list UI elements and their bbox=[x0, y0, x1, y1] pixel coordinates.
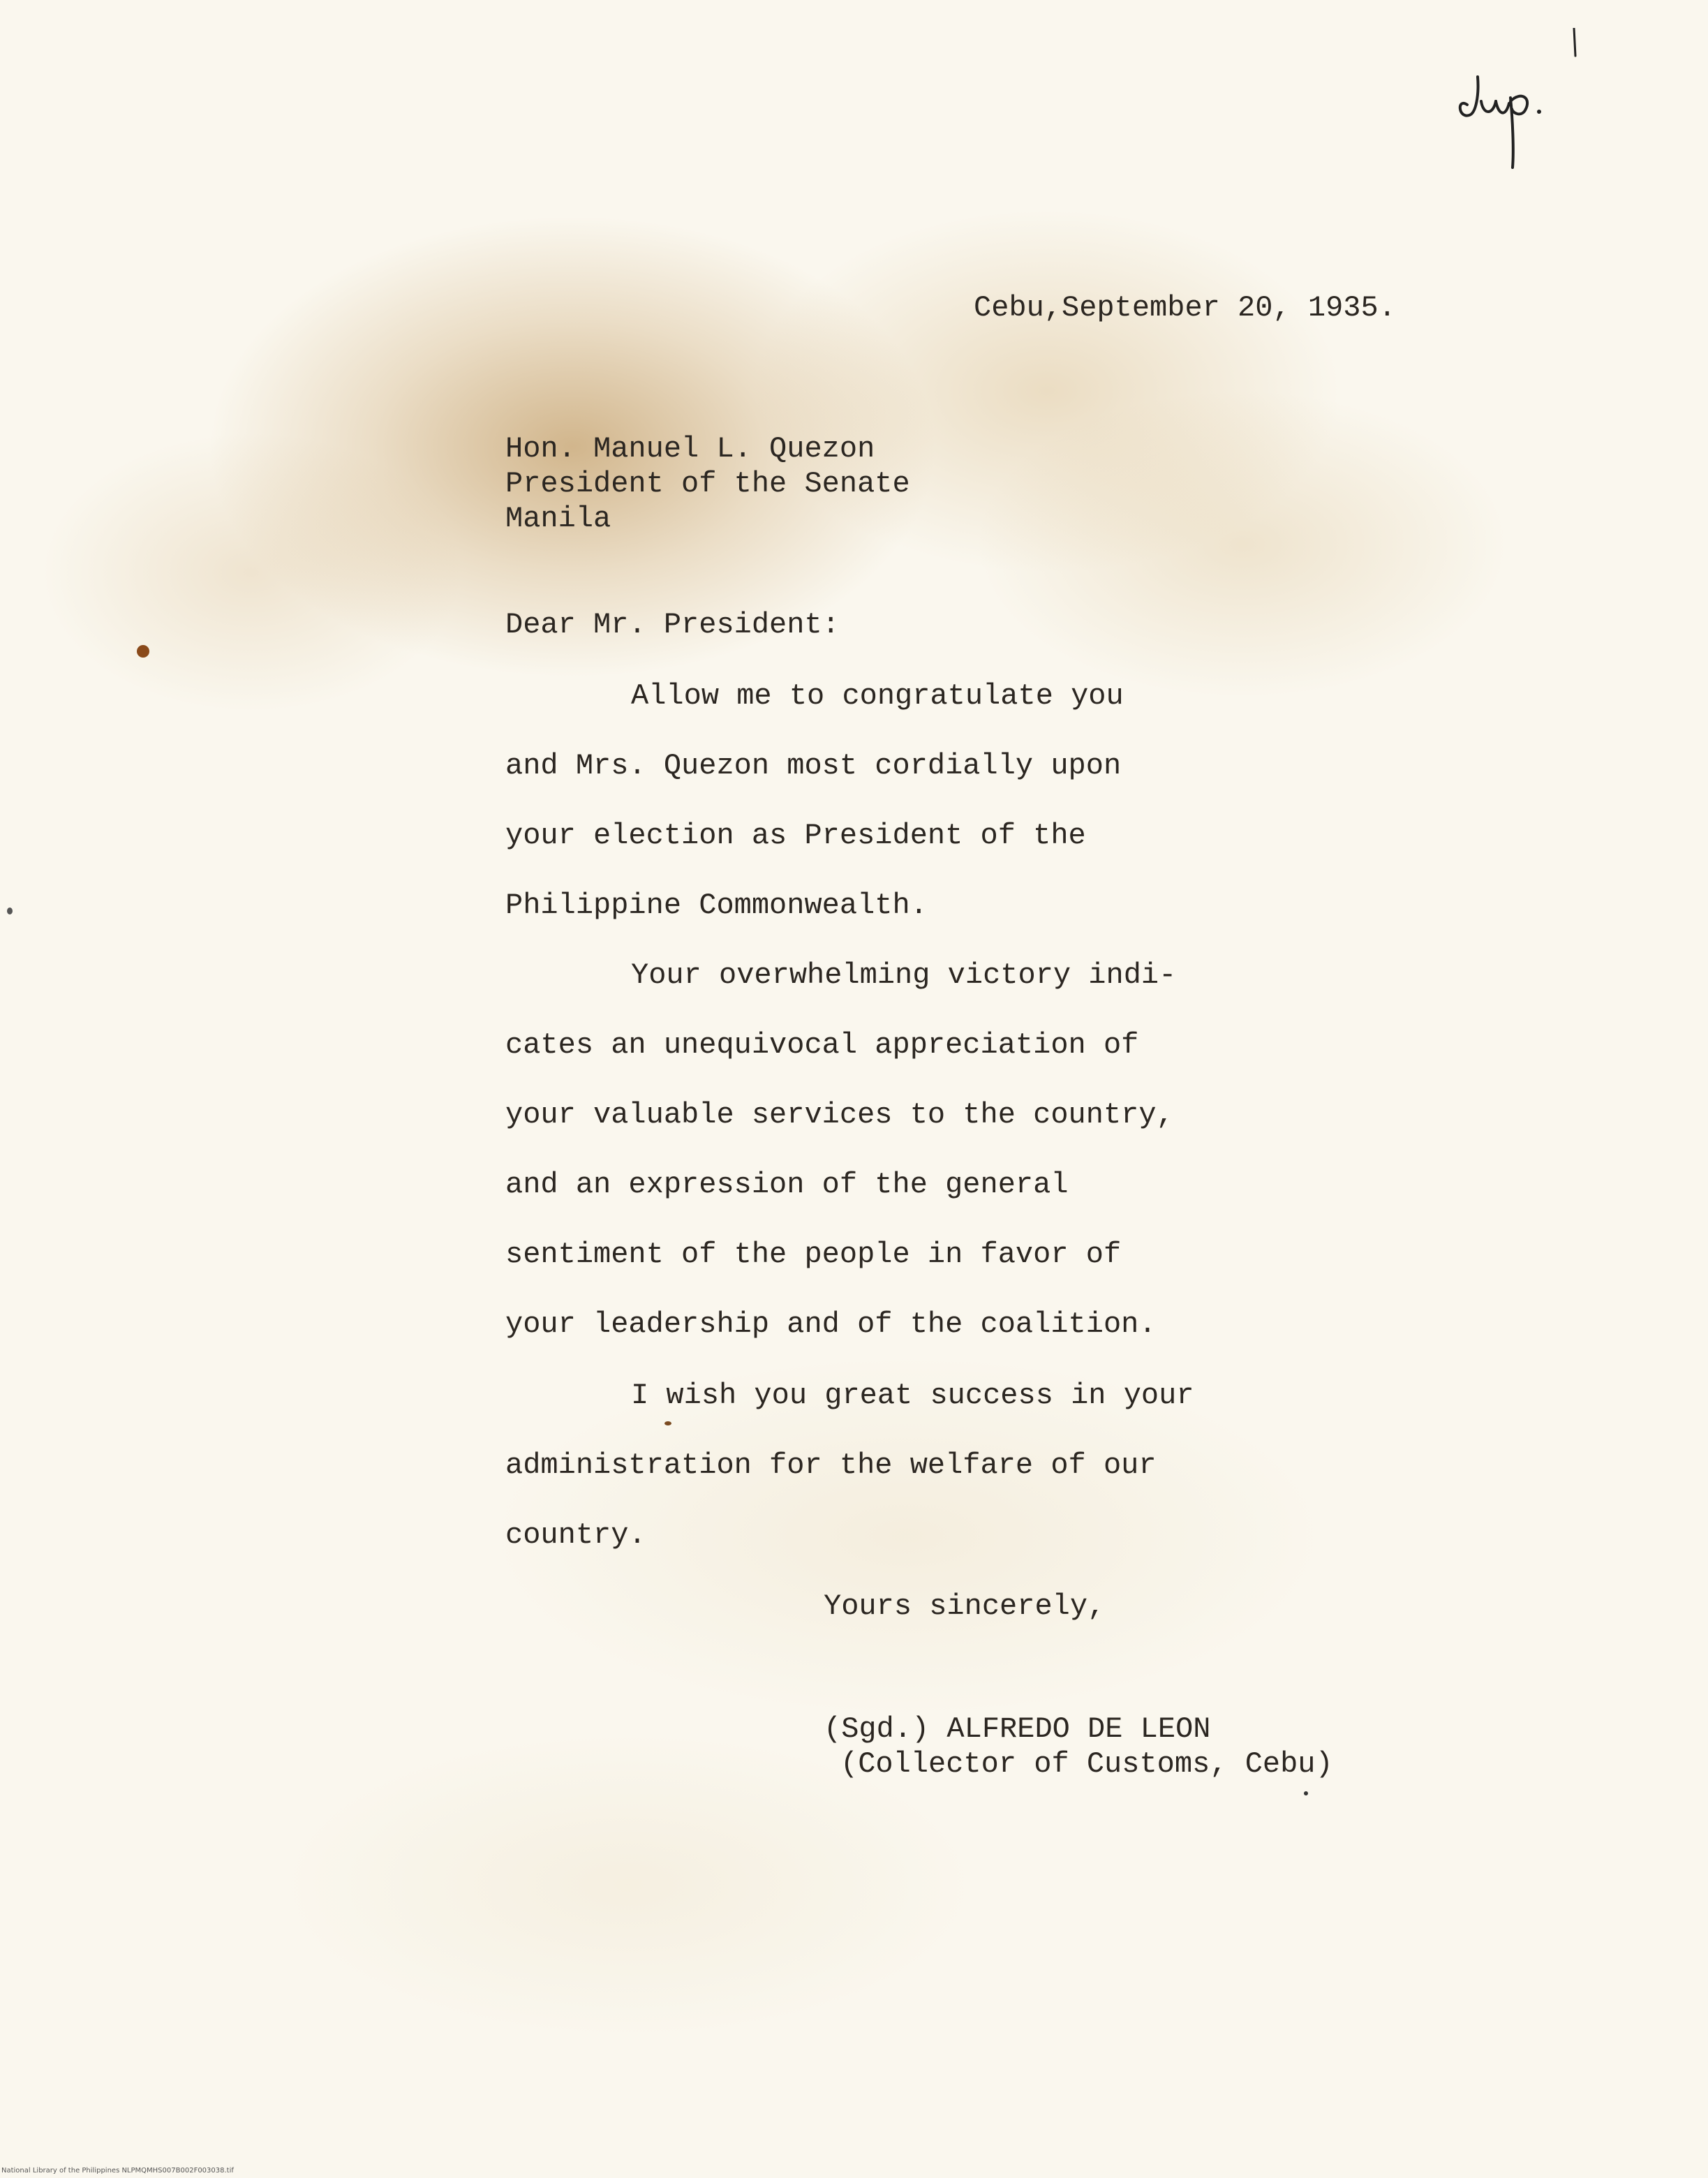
handwritten-dup-annotation bbox=[1443, 28, 1589, 175]
body-line: Allow me to congratulate you bbox=[631, 679, 1124, 713]
archive-footer-label: National Library of the Philippines NLPMQMHS007B002F003038.tif bbox=[1, 2167, 234, 2175]
recipient-name: Hon. Manuel L. Quezon bbox=[505, 432, 875, 466]
body-line: your valuable services to the country, bbox=[505, 1098, 1174, 1132]
paper-speck bbox=[1304, 1791, 1308, 1795]
paper-speck bbox=[664, 1421, 671, 1425]
body-line: sentiment of the people in favor of bbox=[505, 1238, 1122, 1271]
body-line: Philippine Commonwealth. bbox=[505, 889, 928, 922]
salutation: Dear Mr. President: bbox=[505, 608, 840, 642]
body-line: your election as President of the bbox=[505, 819, 1086, 852]
body-line: country. bbox=[505, 1518, 646, 1552]
body-line: and an expression of the general bbox=[505, 1168, 1069, 1201]
body-line: I wish you great success in your bbox=[631, 1379, 1194, 1412]
body-line: cates an unequivocal appreciation of bbox=[505, 1028, 1139, 1062]
place-date: Cebu,September 20, 1935. bbox=[974, 291, 1396, 325]
body-line: Your overwhelming victory indi- bbox=[631, 958, 1177, 992]
recipient-title: President of the Senate bbox=[505, 467, 910, 501]
signature-line: (Sgd.) ALFREDO DE LEON bbox=[824, 1712, 1211, 1746]
signer-title: (Collector of Customs, Cebu) bbox=[840, 1747, 1333, 1781]
body-line: your leadership and of the coalition. bbox=[505, 1307, 1157, 1341]
closing: Yours sincerely, bbox=[824, 1590, 1106, 1623]
body-line: administration for the welfare of our bbox=[505, 1449, 1157, 1482]
paper-speck bbox=[7, 908, 13, 914]
paper-speck bbox=[137, 645, 149, 658]
recipient-city: Manila bbox=[505, 502, 611, 535]
body-line: and Mrs. Quezon most cordially upon bbox=[505, 749, 1122, 783]
